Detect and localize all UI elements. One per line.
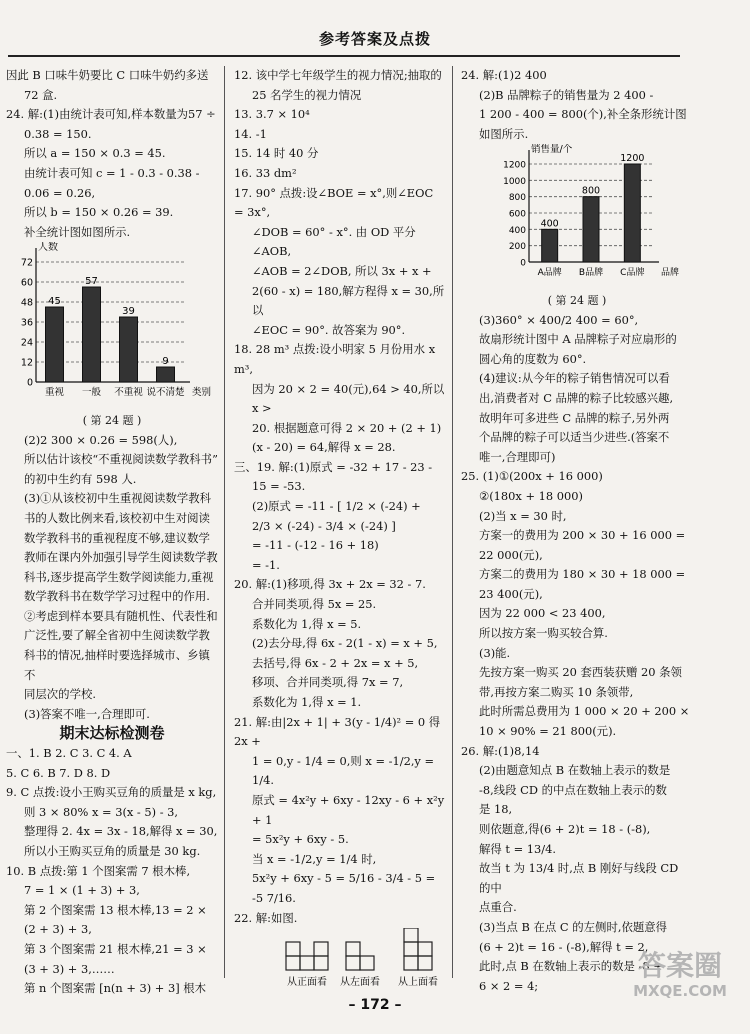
- y-tick-label: 0: [520, 258, 526, 269]
- text-line: 当 x = -1/2,y = 1/4 时,: [252, 851, 377, 866]
- text-line: 圆心角的度数为 60°.: [479, 351, 587, 366]
- reading-survey-bar-chart: [6, 242, 218, 404]
- view-label-left: 从左面看: [340, 977, 380, 989]
- text-line: ∠DOB = 60° - x°. 由 OD 平分∠AOB,: [252, 224, 416, 259]
- bar: [583, 197, 599, 262]
- y-tick-label: 1200: [503, 160, 526, 171]
- text-line: 数学教科书在数学学习过程中的作用.: [24, 589, 210, 604]
- y-tick-label: 24: [20, 337, 33, 349]
- y-tick-label: 400: [508, 226, 526, 237]
- text-line: ∠AOB = 2∠DOB, 所以 3x + x +: [252, 263, 432, 278]
- text-line: 24. 解:(1)2 400: [461, 68, 547, 82]
- text-line: 整理得 2. 4x = 3x - 18,解得 x = 30,: [24, 824, 218, 839]
- text-line: 72 盒.: [24, 87, 58, 102]
- text-line: 先按方案一购买 20 套西装获赠 20 条领: [479, 665, 682, 680]
- text-line: 合并同类项,得 5x = 25.: [252, 597, 377, 612]
- bar: [46, 307, 64, 382]
- column-1: [6, 66, 218, 996]
- text-line: 如图所示.: [479, 126, 529, 141]
- category-label: 说不清楚: [146, 387, 185, 399]
- text-line: 20. 解:(1)移项,得 3x + 2x = 32 - 7.: [234, 577, 426, 592]
- text-line: -8,线段 CD 的中点在数轴上表示的数: [479, 782, 667, 797]
- three-views-figure: [234, 928, 446, 990]
- text-line: 21. 解:由|2x + 1| + 3(y - 1/4)² = 0 得 2x +: [234, 714, 441, 749]
- text-line: 17. 90° 点拨:设∠BOE = x°,则∠EOC = 3x°,: [234, 185, 434, 220]
- text-line: 科书的情况,抽样时要选择城市、乡镇不: [24, 648, 210, 682]
- text-line: 点重合.: [479, 900, 517, 915]
- text-line: 15. 14 时 40 分: [234, 146, 319, 161]
- text-line: 10. B 点拨:第 1 个图案需 7 根木棒,: [6, 863, 191, 878]
- text-line: 由统计表可知 c = 1 - 0.3 - 0.38 -: [24, 165, 200, 180]
- page-number: – 172 –: [348, 997, 402, 1013]
- text-line: 10 × 90% = 21 800(元).: [479, 724, 617, 739]
- y-tick-label: 1000: [503, 177, 526, 188]
- text-line: 20. 根据题意可得 2 × 20 + (2 + 1): [252, 420, 442, 435]
- text-line: 0.06 = 0.26,: [24, 185, 96, 200]
- text-line: 所以按方案一购买较合算.: [479, 626, 608, 641]
- text-line: (3)360° × 400/2 400 = 60°,: [479, 312, 639, 327]
- text-line: (4)建议:从今年的粽子销售情况可以看: [479, 371, 670, 386]
- text-line: 出,消费者对 C 品牌的粽子比较感兴趣,: [479, 390, 674, 405]
- text-line: 故当 t 为 13/4 时,点 B 刚好与线段 CD 的中: [479, 861, 679, 895]
- bar: [120, 317, 138, 382]
- text-line: 14. -1: [234, 126, 267, 141]
- header-rule: [8, 55, 680, 57]
- text-line: 13. 3.7 × 10⁴: [234, 107, 310, 122]
- text-line: 原式 = 4x²y + 6xy - 12xy - 6 + x²y + 1: [252, 792, 445, 827]
- text-line: 因此 B 口味牛奶要比 C 口味牛奶约多送: [6, 68, 209, 82]
- text-line: 则依题意,得(6 + 2)t = 18 - (-8),: [479, 822, 651, 836]
- y-tick-label: 60: [20, 277, 33, 289]
- text-line: 广泛性,要了解全省初中生阅读数学教: [24, 628, 210, 643]
- text-line: 7 = 1 × (1 + 3) + 3,: [24, 883, 140, 898]
- text-line: 移项、合并同类项,得 7x = 7,: [252, 675, 404, 690]
- text-line: 三、19. 解:(1)原式 = -32 + 17 - 23 -: [234, 459, 433, 474]
- text-line: 数学教科书的重视程度不够,建议数学: [24, 530, 210, 545]
- y-tick-label: 12: [20, 357, 33, 369]
- text-line: 方案二的费用为 180 × 30 + 18 000 =: [479, 567, 686, 582]
- y-axis-title: 人数: [38, 242, 58, 254]
- text-line: 故扇形统计图中 A 品牌粽子对应扇形的: [479, 332, 677, 347]
- y-tick-label: 200: [508, 242, 526, 253]
- text-line: 12. 该中学七年级学生的视力情况;抽取的: [234, 68, 442, 82]
- text-line: 则 3 × 80% x = 3(x - 5) - 3,: [24, 804, 179, 819]
- section-title: 期末达标检测卷: [59, 724, 165, 743]
- text-line: ②(180x + 18 000): [479, 488, 583, 503]
- column-divider-1: [224, 66, 225, 978]
- column-2: [234, 66, 446, 996]
- text-line: 22 000(元),: [479, 547, 543, 562]
- view-label-front: 从正面看: [287, 977, 327, 989]
- text-line: 唯一,合理即可): [479, 449, 556, 464]
- text-line: 所以 b = 150 × 0.26 = 39.: [24, 205, 174, 220]
- text-line: 5x²y + 6xy - 5 = 5/16 - 3/4 - 5 = -5 7/16.: [252, 871, 436, 905]
- left-view-blocks: [346, 942, 374, 970]
- text-line: 此时所需总费用为 1 000 × 20 + 200 ×: [479, 704, 690, 719]
- text-line: (2)2 300 × 0.26 = 598(人),: [24, 432, 178, 447]
- text-line: 所以估计该校“不重视阅读数学教科书”: [24, 452, 218, 467]
- text-line: (3)能.: [479, 645, 511, 660]
- watermark-url: MXQE.COM: [633, 982, 727, 1000]
- text-line: = 5x²y + 6xy - 5.: [252, 832, 349, 847]
- text-line: 因为 20 × 2 = 40(元),64 > 40,所以 x >: [252, 381, 445, 416]
- text-line: (2)由题意知点 B 在数轴上表示的数是: [479, 763, 671, 778]
- text-line: 25. (1)①(200x + 16 000): [461, 469, 603, 484]
- text-line: 教师在课内外加强引导学生阅读数学教: [24, 550, 218, 565]
- text-line: 2(60 - x) = 180,解方程得 x = 30,所以: [252, 283, 445, 318]
- page-header: [0, 0, 750, 62]
- text-line: 故明年可多进些 C 品牌的粽子,另外两: [479, 410, 670, 425]
- chart-caption: ( 第 24 题 ): [82, 413, 142, 427]
- bar-value-label: 9: [162, 356, 169, 368]
- text-line: 2/3 × (-24) - 3/4 × (-24) ]: [252, 518, 396, 533]
- top-view-blocks: [404, 928, 432, 970]
- bar: [624, 164, 640, 262]
- text-line: 书的人数比例来看,该校初中生对阅读: [24, 510, 210, 525]
- category-label: 重视: [44, 387, 65, 399]
- text-line: 因为 22 000 < 23 400,: [479, 606, 606, 621]
- watermark-logo: [612, 950, 748, 1000]
- text-line: (2)当 x = 30 时,: [479, 508, 567, 523]
- text-line: (2)去分母,得 6x - 2(1 - x) = x + 5,: [252, 636, 438, 651]
- text-line: (6 + 2)t = 16 - (-8),解得 t = 2,: [479, 939, 649, 954]
- text-line: 1 = 0,y - 1/4 = 0,则 x = -1/2,y = 1/4.: [252, 753, 435, 788]
- bar-value-label: 1200: [620, 153, 645, 165]
- y-axis-title: 销售量/个: [531, 144, 573, 156]
- watermark-text: 答案圈: [637, 949, 722, 982]
- text-line: (3)答案不唯一,合理即可.: [24, 706, 150, 721]
- bar-value-label: 57: [85, 276, 98, 288]
- text-line: 22. 解:如图.: [234, 910, 298, 925]
- bar-value-label: 400: [540, 218, 559, 230]
- column-divider-2: [452, 66, 453, 978]
- text-line: 系数化为 1,得 x = 5.: [252, 616, 362, 631]
- text-line: 科书,逐步提高学生数学阅读能力,重视: [24, 569, 214, 584]
- header-title: 参考答案及点拨: [318, 30, 431, 48]
- text-line: 25 名学生的视力情况: [252, 87, 362, 102]
- text-line: 此时,点 B 在数轴上表示的数是 -8 +: [479, 959, 663, 974]
- text-line: 方案一的费用为 200 × 30 + 16 000 =: [479, 528, 686, 543]
- text-line: 15 = -53.: [252, 479, 306, 494]
- category-label: C品牌: [620, 268, 645, 279]
- text-line: 第 2 个图案需 13 根木棒,13 = 2 ×: [24, 902, 207, 917]
- bar: [542, 230, 558, 263]
- bar: [157, 367, 175, 382]
- text-line: 0.38 = 150.: [24, 126, 92, 141]
- text-line: 6 × 2 = 4;: [479, 978, 539, 993]
- chart-caption: ( 第 24 题 ): [547, 293, 607, 307]
- text-line: 24. 解:(1)由统计表可知,样本数量为57 ÷: [6, 107, 216, 122]
- y-tick-label: 72: [20, 257, 33, 269]
- text-line: ∠EOC = 90°. 故答案为 90°.: [252, 322, 406, 337]
- text-line: ②考虑到样本要具有随机性、代表性和: [24, 608, 218, 623]
- text-line: 一、1. B 2. C 3. C 4. A: [6, 746, 132, 761]
- y-tick-label: 800: [508, 193, 526, 204]
- text-line: 23 400(元),: [479, 586, 543, 601]
- text-line: (3)①从该校初中生重视阅读数学教科: [24, 491, 211, 506]
- text-line: 带,再按方案二购买 10 条领带,: [479, 684, 634, 699]
- text-line: 9. C 点拨:设小王购买豆角的质量是 x kg,: [6, 785, 217, 800]
- x-axis-title: 类别: [192, 387, 212, 399]
- y-tick-label: 36: [20, 317, 33, 329]
- text-line: 是 18,: [479, 802, 513, 817]
- bar-value-label: 45: [48, 296, 61, 308]
- text-line: (x - 20) = 64,解得 x = 28.: [252, 440, 396, 455]
- text-line: 所以小王购买豆角的质量是 30 kg.: [24, 844, 201, 858]
- front-view-blocks: [286, 942, 328, 970]
- text-line: 补全统计图如图所示.: [24, 224, 131, 239]
- x-axis-title: 品牌: [661, 268, 680, 279]
- category-label: 不重视: [114, 387, 143, 399]
- bar: [83, 287, 101, 382]
- text-line: (2 + 3) + 3,: [24, 922, 92, 937]
- text-line: 解得 t = 13/4.: [479, 841, 556, 856]
- text-line: (2)原式 = -11 - [ 1/2 × (-24) +: [252, 499, 421, 514]
- column-3: [461, 66, 693, 996]
- y-tick-label: 600: [508, 209, 526, 220]
- text-line: = -11 - (-12 - 16 + 18): [252, 538, 379, 553]
- text-line: 所以 a = 150 × 0.3 = 45.: [24, 146, 166, 161]
- text-line: 的初中生约有 598 人.: [24, 471, 137, 486]
- text-line: 16. 33 dm²: [234, 165, 297, 180]
- text-line: 第 3 个图案需 21 根木棒,21 = 3 ×: [24, 941, 207, 956]
- category-label: B品牌: [578, 268, 604, 279]
- text-line: (3)当点 B 在点 C 的左侧时,依题意得: [479, 919, 668, 934]
- text-line: 26. 解:(1)8,14: [461, 743, 540, 758]
- text-line: 5. C 6. B 7. D 8. D: [6, 765, 111, 780]
- category-label: 一般: [81, 387, 102, 399]
- text-line: 去括号,得 6x - 2 + 2x = x + 5,: [252, 655, 419, 670]
- text-line: (3 + 3) + 3,……: [24, 961, 115, 976]
- y-tick-label: 0: [26, 377, 33, 389]
- text-line: 个品牌的粽子可以适当少进些.(答案不: [479, 430, 670, 445]
- category-label: A品牌: [537, 268, 562, 279]
- text-line: (2)B 品牌粽子的销售量为 2 400 -: [479, 87, 654, 102]
- text-line: 18. 28 m³ 点拨:设小明家 5 月份用水 x m³,: [234, 342, 436, 376]
- view-label-top: 从上面看: [398, 977, 438, 989]
- text-line: = -1.: [252, 557, 280, 572]
- bar-value-label: 800: [581, 186, 601, 198]
- bar-value-label: 39: [122, 306, 135, 318]
- y-tick-label: 48: [20, 297, 33, 309]
- text-line: 第 n 个图案需 [n(n + 3) + 3] 根木: [24, 981, 207, 996]
- text-line: 系数化为 1,得 x = 1.: [252, 695, 362, 709]
- text-line: 同层次的学校.: [24, 687, 96, 702]
- zongzi-sales-bar-chart: [461, 144, 693, 284]
- text-line: 1 200 - 400 = 800(个),补全条形统计图: [479, 107, 687, 122]
